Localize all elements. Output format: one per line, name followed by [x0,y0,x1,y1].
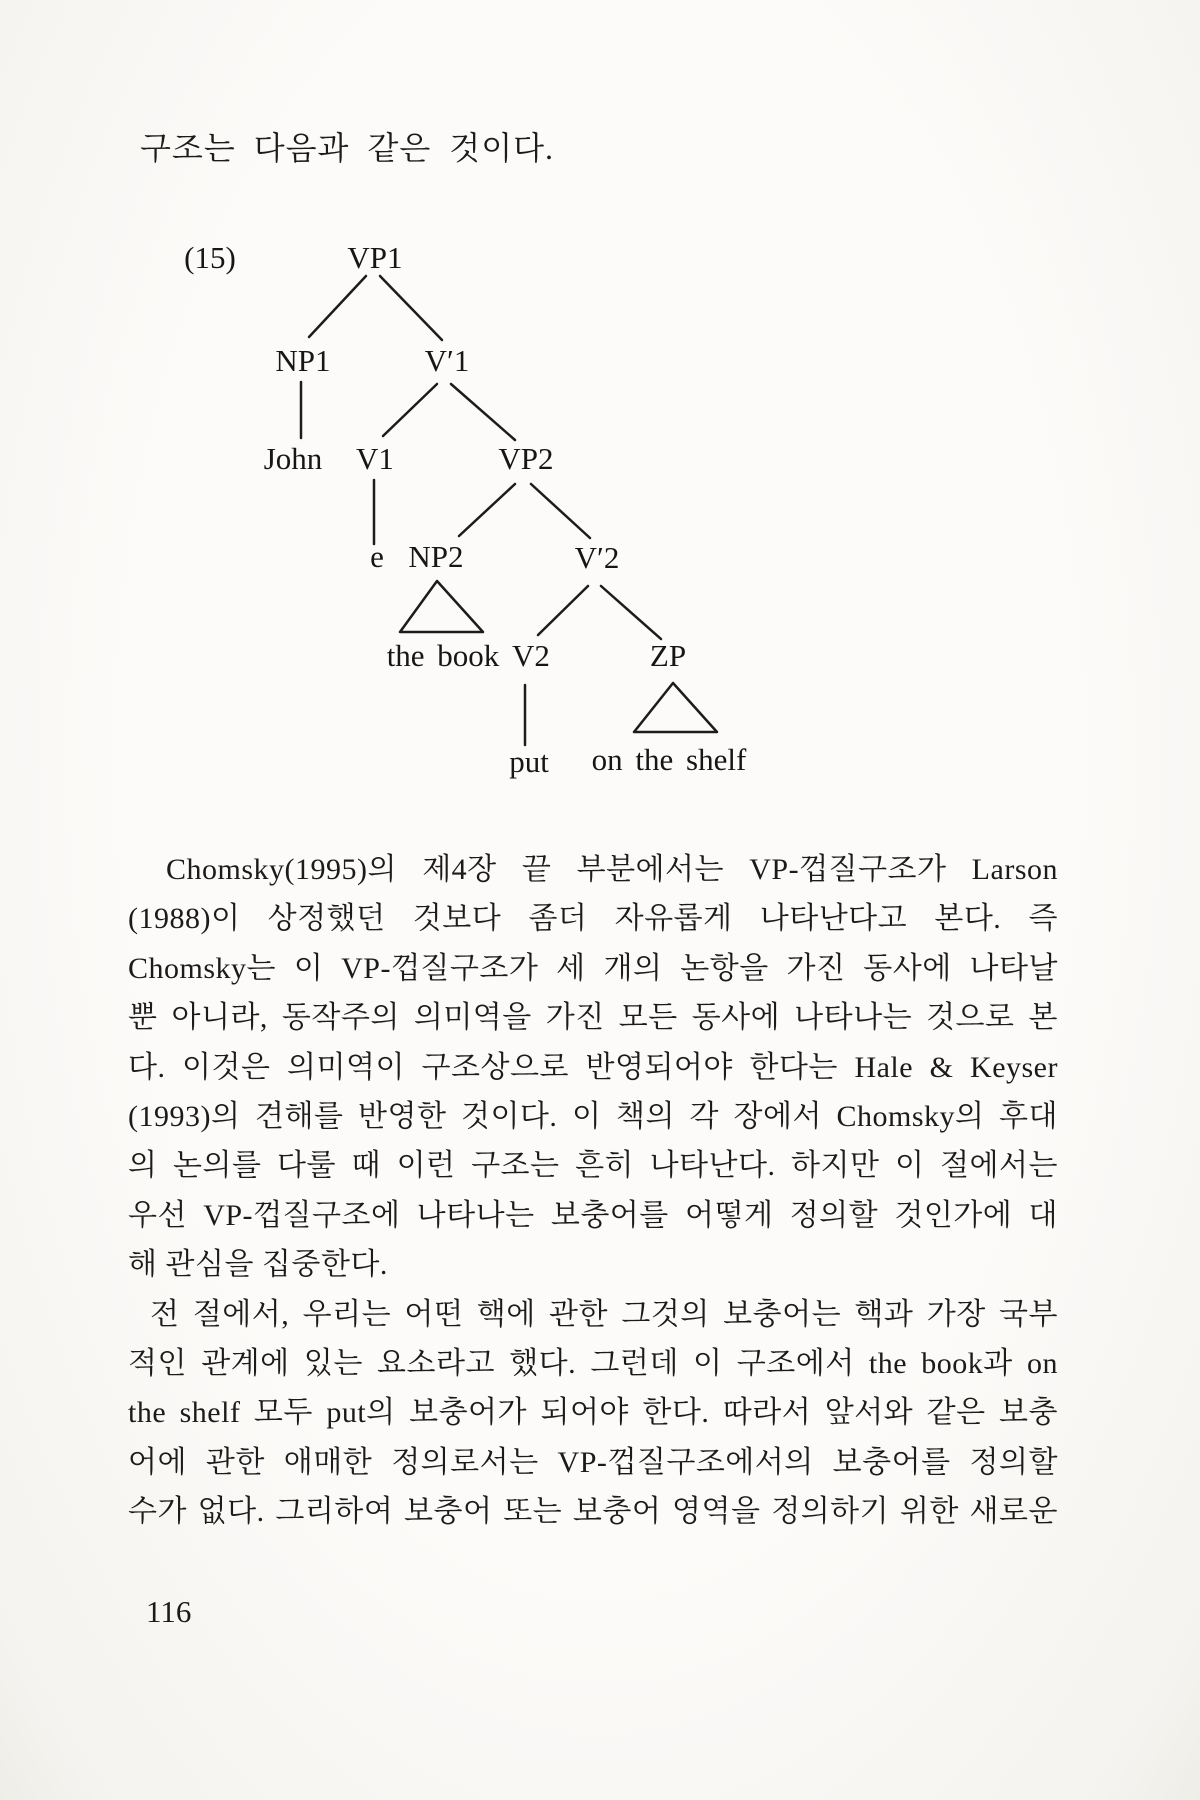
np2-triangle [400,581,483,632]
paragraph1-line8: 우선 VP-껍질구조에 나타나는 보충어를 어떻게 정의할 것인가에 대 [128,1198,1058,1232]
tree-leaf-john: John [263,441,323,476]
tree-branches [301,276,717,745]
tree-node-np1: NP1 [275,343,331,378]
paragraph2-line2: 적인 관계에 있는 요소라고 했다. 그런데 이 구조에서 the book과 on [128,1346,1058,1380]
tree-leaf-e: e [370,539,384,574]
tree-node-zp: ZP [649,638,687,673]
tree-leaf-on-the-shelf: on the shelf [591,742,747,777]
zp-triangle [634,683,717,732]
tree-node-np2: NP2 [408,539,464,574]
paragraph1-line3: Chomsky는 이 VP-껍질구조가 세 개의 논항을 가진 동사에 나타날 [128,951,1058,985]
body-text [128,845,1058,1536]
example-number: (15) [184,240,236,275]
paragraph2-line1: 전 절에서, 우리는 어떤 핵에 관한 그것의 보충어는 핵과 가장 국부 [150,1297,1058,1331]
tree-node-v1: V1 [356,441,394,476]
paragraph1-line4: 뿐 아니라, 동작주의 의미역을 가진 모든 동사에 나타나는 것으로 본 [128,1001,1058,1035]
tree-node-vp2: VP2 [498,441,554,476]
paragraph2-line5: 수가 없다. 그리하여 보충어 또는 보충어 영역을 정의하기 위한 새로운 [128,1495,1058,1529]
page-number: 116 [146,1594,192,1629]
paragraph1-line6: (1993)의 견해를 반영한 것이다. 이 책의 각 장에서 Chomsky의 후대 [128,1099,1058,1133]
paragraph2-line3: the shelf 모두 put의 보충어가 되어야 한다. 따라서 앞서와 같은 보충 [128,1396,1058,1430]
paragraph1-line1: Chomsky(1995)의 제4장 끝 부분에서는 VP-껍질구조가 Larson [166,853,1058,886]
tree-node-vbar2: V′2 [574,540,620,575]
tree-node-vp1: VP1 [347,240,403,275]
tree-node-vbar1: V′1 [424,343,470,378]
intro-sentence: 구조는 다음과 같은 것이다. [140,130,555,166]
tree-leaf-the-book: the book [386,638,500,673]
paragraph1-line9: 해 관심을 집중한다. [128,1248,388,1282]
tree-node-v2: V2 [512,638,550,673]
paragraph1-line7: 의 논의를 다룰 때 이런 구조는 흔히 나타난다. 하지만 이 절에서는 [128,1149,1058,1183]
paragraph1-line5: 다. 이것은 의미역이 구조상으로 반영되어야 한다는 Hale & Keyser [128,1050,1058,1084]
paragraph2-line4: 어에 관한 애매한 정의로서는 VP-껍질구조에서의 보충어를 정의할 [128,1445,1058,1479]
tree-leaf-put: put [509,744,549,779]
paragraph1-line2: (1988)이 상정했던 것보다 좀더 자유롭게 나타난다고 본다. 즉 [128,902,1058,936]
